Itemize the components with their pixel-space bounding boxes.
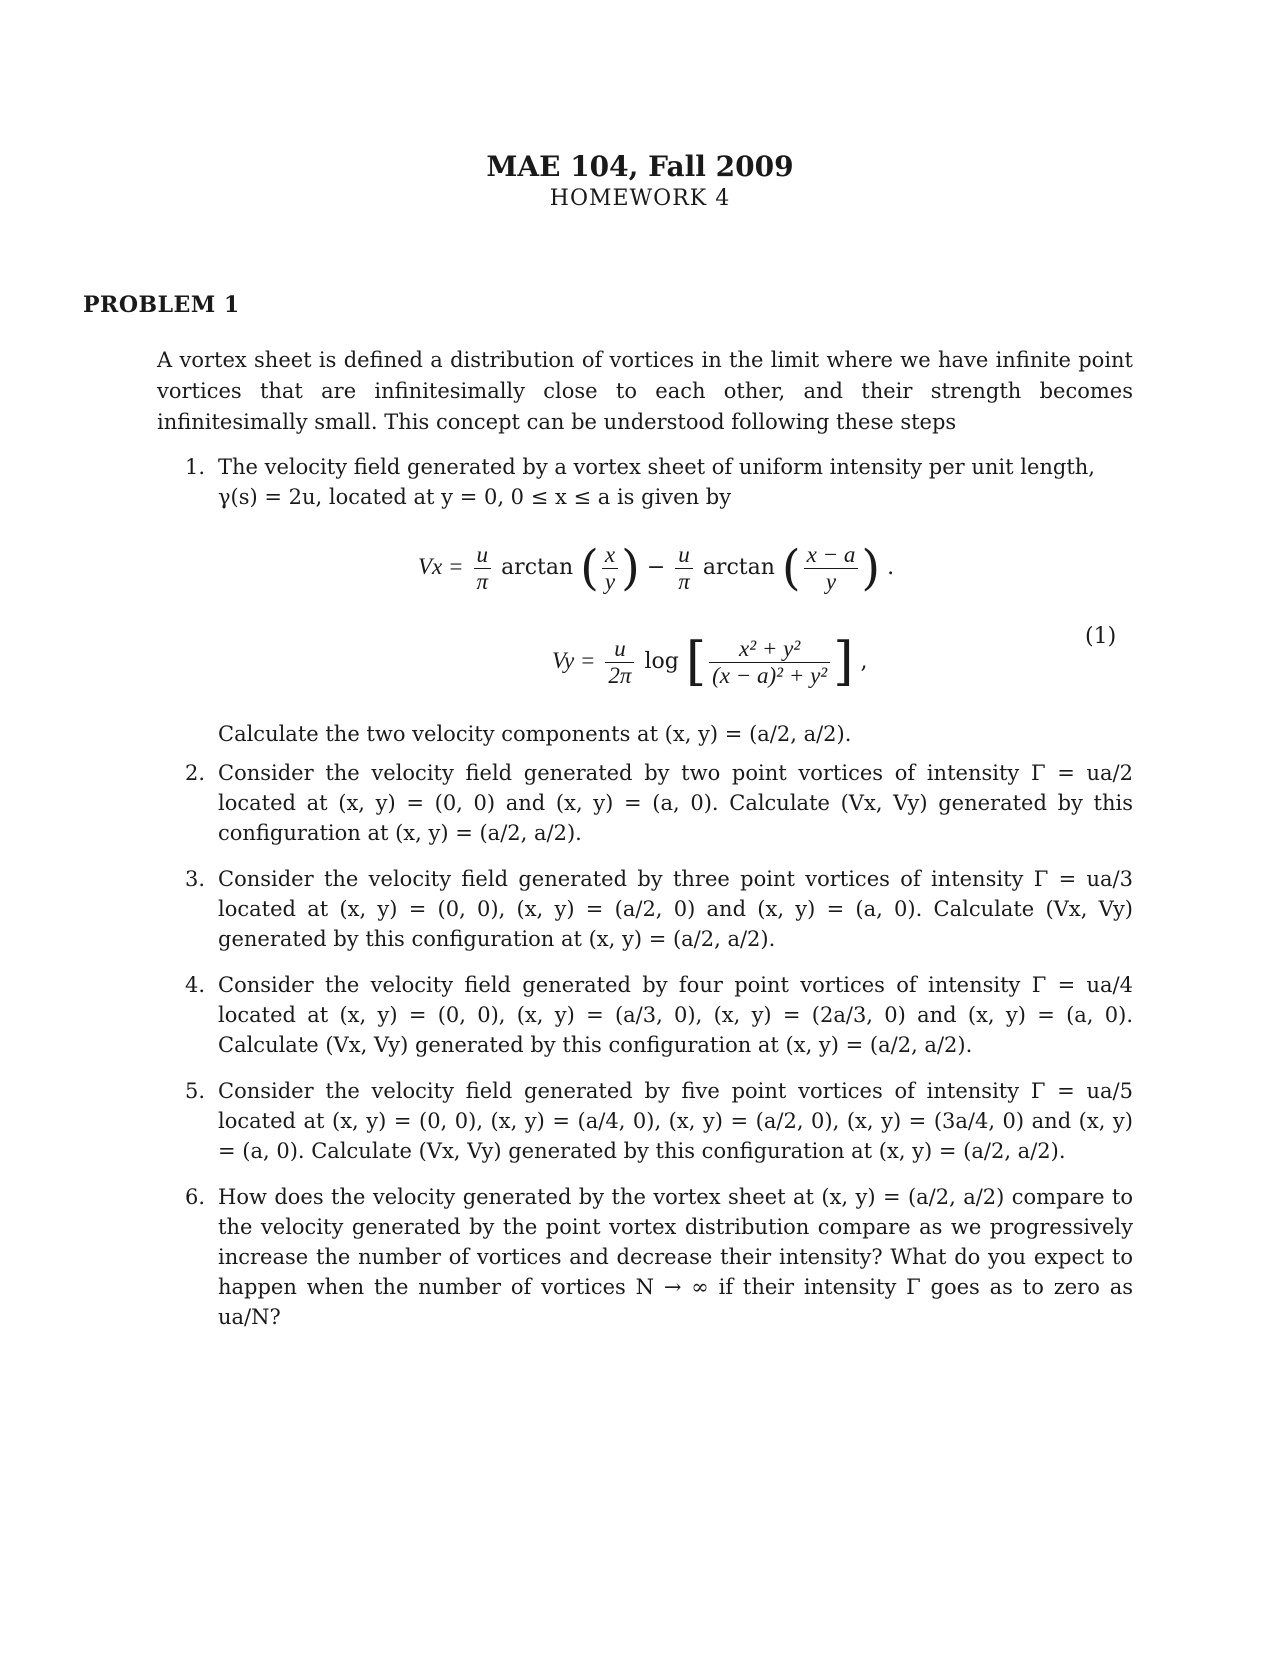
log-label: log bbox=[644, 649, 679, 674]
item-4-text: Consider the velocity field generated by four point vortices of intensity Γ = ua/4 located at (x, y) = (0, 0), (x, y) = (a/3, 0), (x, y) = (2a/3, 0) and (x, y) = (a, 0). Calculate (Vx, Vy) generated by this configuration at (x, y) = (a/2, a/2). bbox=[218, 973, 1133, 1057]
vx-lhs: Vx = bbox=[418, 554, 464, 579]
document-title: MAE 104, Fall 2009 bbox=[486, 150, 794, 183]
minus-sign: − bbox=[646, 555, 666, 580]
list-item-6 bbox=[185, 1182, 1133, 1332]
item-number: 6. bbox=[185, 1185, 206, 1209]
document-subtitle: HOMEWORK 4 bbox=[549, 186, 731, 211]
equation-vx: Vx = $\frac{u}{\pi}$ arctan ( $\frac{x}{y}$ ) − $\frac{u}{\pi}$ arctan ( $\frac{x - a}{y}$ ) . bbox=[418, 540, 895, 596]
list-item-4 bbox=[185, 970, 1133, 1060]
fraction-u-over-pi: $\frac{u}{\pi}$ bbox=[474, 542, 492, 595]
item-number: 2. bbox=[185, 761, 206, 785]
fraction-xa-over-y: $\frac{x - a}{y}$ bbox=[804, 542, 859, 595]
item-2-text: Consider the velocity field generated by two point vortices of intensity Γ = ua/2 located at (x, y) = (0, 0) and (x, y) = (a, 0). Calculate (Vx, Vy) generated by this configuration at (x, y) = (a/2, a/2). bbox=[218, 761, 1133, 845]
vy-lhs: Vy = bbox=[552, 648, 596, 673]
item-1-text-b: γ(s) = 2u, located at y = 0, 0 ≤ x ≤ a is given by bbox=[218, 485, 732, 509]
item-5-text: Consider the velocity field generated by five point vortices of intensity Γ = ua/5 located at (x, y) = (0, 0), (x, y) = (a/4, 0), (x, y) = (a/2, 0), (x, y) = (3a/4, 0) and (x, y) = (a, 0). Calculate (Vx, Vy) generated by this configuration at (x, y) = (a/2, a/2). bbox=[218, 1079, 1133, 1163]
equation-vy: Vy = $\frac{u}{2\pi}$ log [ $\frac{\text{x² + y²}}{\text{(x − a)² + y²}}$ ] , bbox=[552, 632, 868, 692]
item-3-text: Consider the velocity field generated by three point vortices of intensity Γ = ua/3 located at (x, y) = (0, 0), (x, y) = (a/2, 0) and (x, y) = (a, 0). Calculate (Vx, Vy) generated by this configuration at (x, y) = (a/2, a/2). bbox=[218, 867, 1133, 951]
fraction-u-over-pi-2: $\frac{u}{\pi}$ bbox=[675, 542, 693, 595]
list-item-5 bbox=[185, 1076, 1133, 1166]
item-number: 1. bbox=[185, 455, 206, 479]
item-number: 3. bbox=[185, 867, 206, 891]
fraction-log-argument: $\frac{\text{x² + y²}}{\text{(x − a)² + y²}}$ bbox=[709, 636, 830, 689]
fraction-x-over-y: $\frac{x}{y}$ bbox=[602, 542, 618, 595]
fraction-u-over-2pi: $\frac{u}{2\pi}$ bbox=[605, 636, 634, 689]
item-number: 4. bbox=[185, 973, 206, 997]
arctan-label-2: arctan bbox=[702, 555, 775, 580]
item-6-text: How does the velocity generated by the vortex sheet at (x, y) = (a/2, a/2) compare to the velocity generated by the point vortex distribution compare as we progressively increase the number of vortices and decrease their intensity? What do you expect to happen when the number of vortices N → ∞ if their intensity Γ goes as to zero as ua/N? bbox=[218, 1185, 1133, 1329]
item-number: 5. bbox=[185, 1079, 206, 1103]
arctan-label: arctan bbox=[501, 555, 574, 580]
problem-intro: A vortex sheet is defined a distribution of vortices in the limit where we have infinite point vortices that are infinitesimally close to each other, and their strength becomes infinitesimally small. This concept can be understood following these steps bbox=[157, 348, 1133, 434]
equation-number: (1) bbox=[1085, 624, 1117, 649]
problem-heading: PROBLEM 1 bbox=[83, 292, 240, 318]
list-item-1 bbox=[185, 452, 1133, 512]
list-item-3 bbox=[185, 864, 1133, 954]
item-1-calculate: Calculate the two velocity components at (x, y) = (a/2, a/2). bbox=[218, 722, 852, 746]
item-1-text-a: The velocity field generated by a vortex sheet of uniform intensity per unit length, bbox=[218, 455, 1095, 479]
list-item-2 bbox=[185, 758, 1133, 848]
